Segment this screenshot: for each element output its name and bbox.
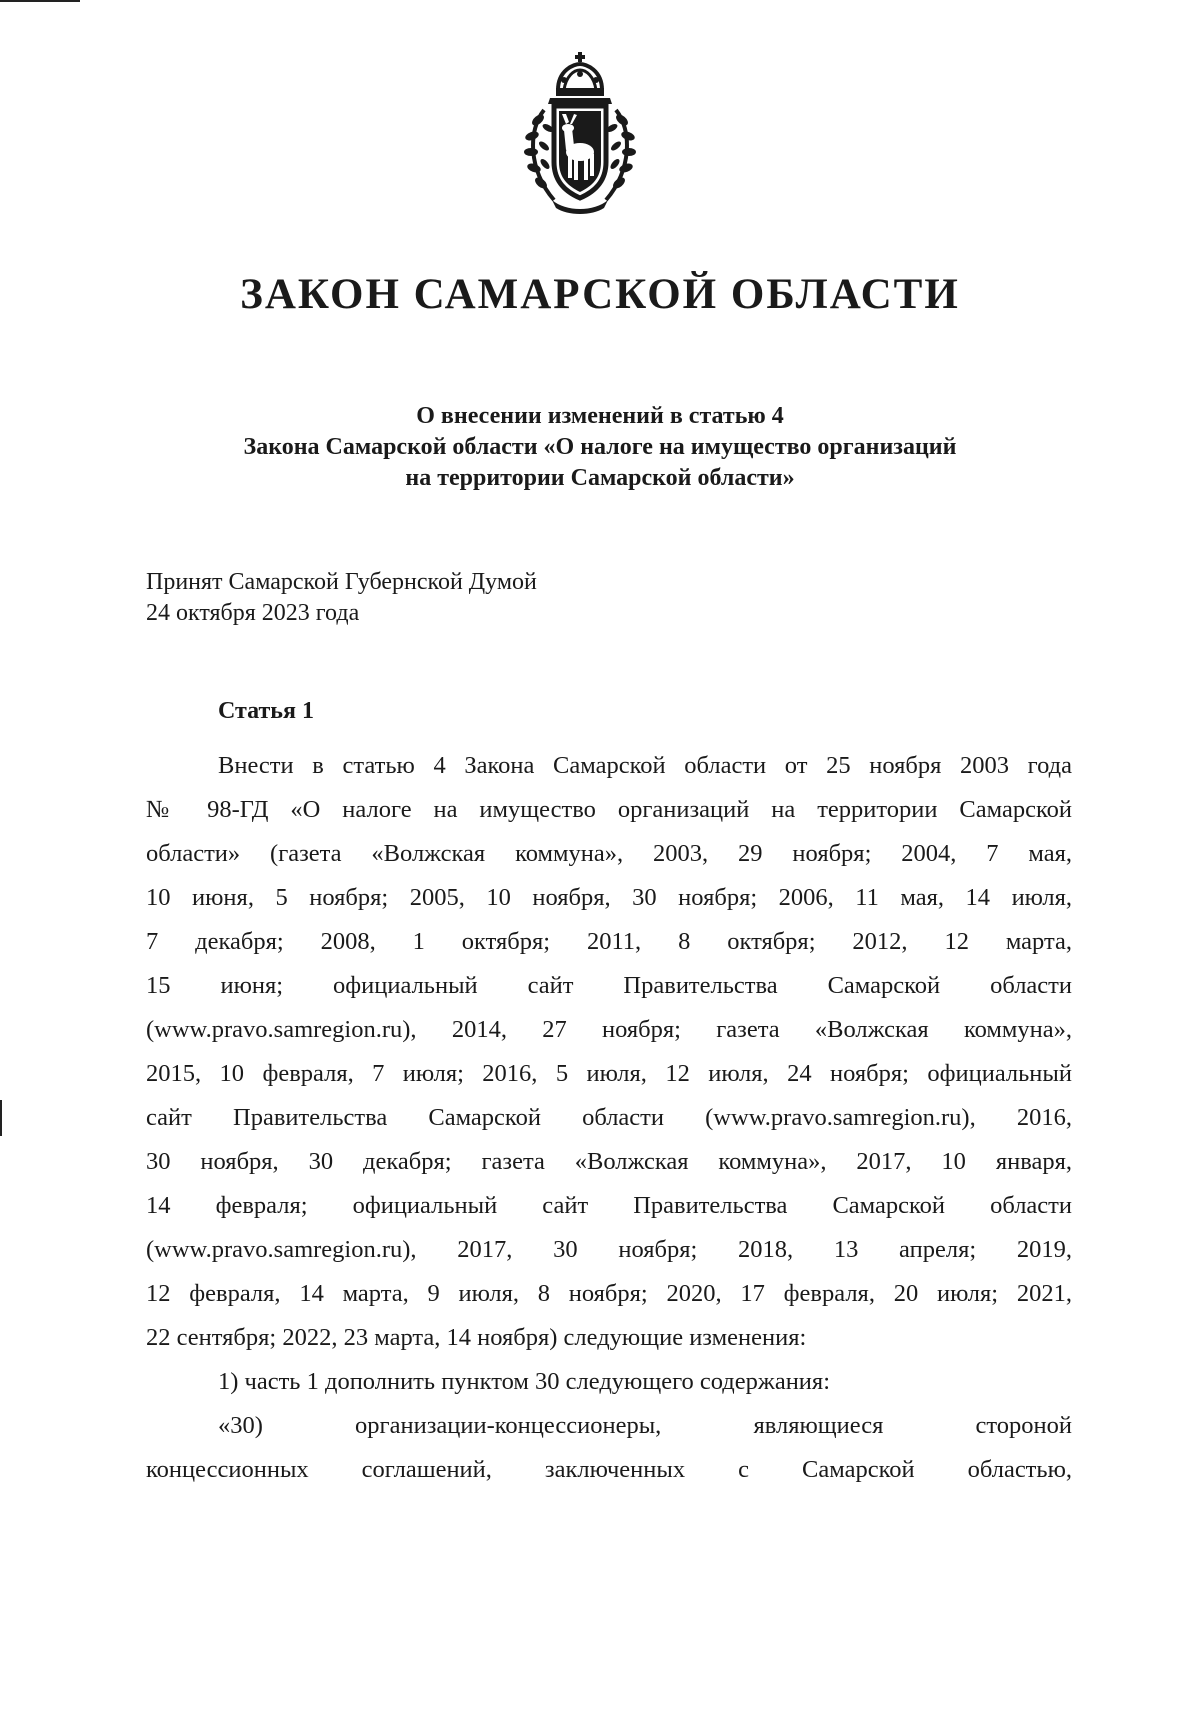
body-line: 30 ноября, 30 декабря; газета «Волжская коммуна», 2017, 10 января, bbox=[146, 1148, 1072, 1175]
body-line: 10 июня, 5 ноября; 2005, 10 ноября, 30 ноября; 2006, 11 мая, 14 июля, bbox=[146, 884, 1072, 911]
body-line: 7 декабря; 2008, 1 октября; 2011, 8 октября; 2012, 12 марта, bbox=[146, 928, 1072, 955]
law-subtitle bbox=[120, 401, 1080, 494]
body-line: 14 февраля; официальный сайт Правительства Самарской области bbox=[146, 1192, 1072, 1219]
adoption-line: Принят Самарской Губернской Думой bbox=[146, 569, 537, 595]
subtitle-line: Закона Самарской области «О налоге на имущество организаций bbox=[243, 434, 957, 460]
subtitle-line: на территории Самарской области» bbox=[405, 465, 795, 491]
body-line: (www.pravo.samregion.ru), 2014, 27 ноября; газета «Волжская коммуна», bbox=[146, 1016, 1072, 1043]
adoption-note bbox=[146, 567, 537, 629]
body-line: № 98-ГД «О налоге на имущество организаций на территории Самарской bbox=[146, 796, 1072, 823]
body-line: 2015, 10 февраля, 7 июля; 2016, 5 июля, 12 июля, 24 ноября; официальный bbox=[146, 1060, 1072, 1087]
body-line: Внести в статью 4 Закона Самарской области от 25 ноября 2003 года bbox=[218, 752, 1072, 779]
samara-coat-of-arms-icon bbox=[514, 50, 674, 215]
body-line: 12 февраля, 14 марта, 9 июля, 8 ноября; 2020, 17 февраля, 20 июля; 2021, bbox=[146, 1280, 1072, 1307]
scan-edge-mark bbox=[0, 0, 80, 2]
body-line: «30) организации-концессионеры, являющиеся стороной bbox=[218, 1412, 1072, 1439]
body-line: 22 сентября; 2022, 23 марта, 14 ноября) следующие изменения: bbox=[146, 1324, 807, 1351]
body-line: 1) часть 1 дополнить пунктом 30 следующего содержания: bbox=[218, 1368, 830, 1395]
body-line: концессионных соглашений, заключенных с Самарской областью, bbox=[146, 1456, 1072, 1483]
adoption-date: 24 октября 2023 года bbox=[146, 600, 360, 626]
body-line: сайт Правительства Самарской области (www.pravo.samregion.ru), 2016, bbox=[146, 1104, 1072, 1131]
subtitle-line: О внесении изменений в статью 4 bbox=[416, 403, 784, 429]
scan-edge-mark bbox=[0, 1100, 2, 1136]
body-line: области» (газета «Волжская коммуна», 2003, 29 ноября; 2004, 7 мая, bbox=[146, 840, 1072, 867]
body-line: (www.pravo.samregion.ru), 2017, 30 ноября; 2018, 13 апреля; 2019, bbox=[146, 1236, 1072, 1263]
article-body bbox=[146, 744, 1072, 1492]
article-heading: Статья 1 bbox=[218, 698, 314, 724]
body-line: 15 июня; официальный сайт Правительства Самарской области bbox=[146, 972, 1072, 999]
law-title: ЗАКОН САМАРСКОЙ ОБЛАСТИ bbox=[240, 271, 960, 318]
